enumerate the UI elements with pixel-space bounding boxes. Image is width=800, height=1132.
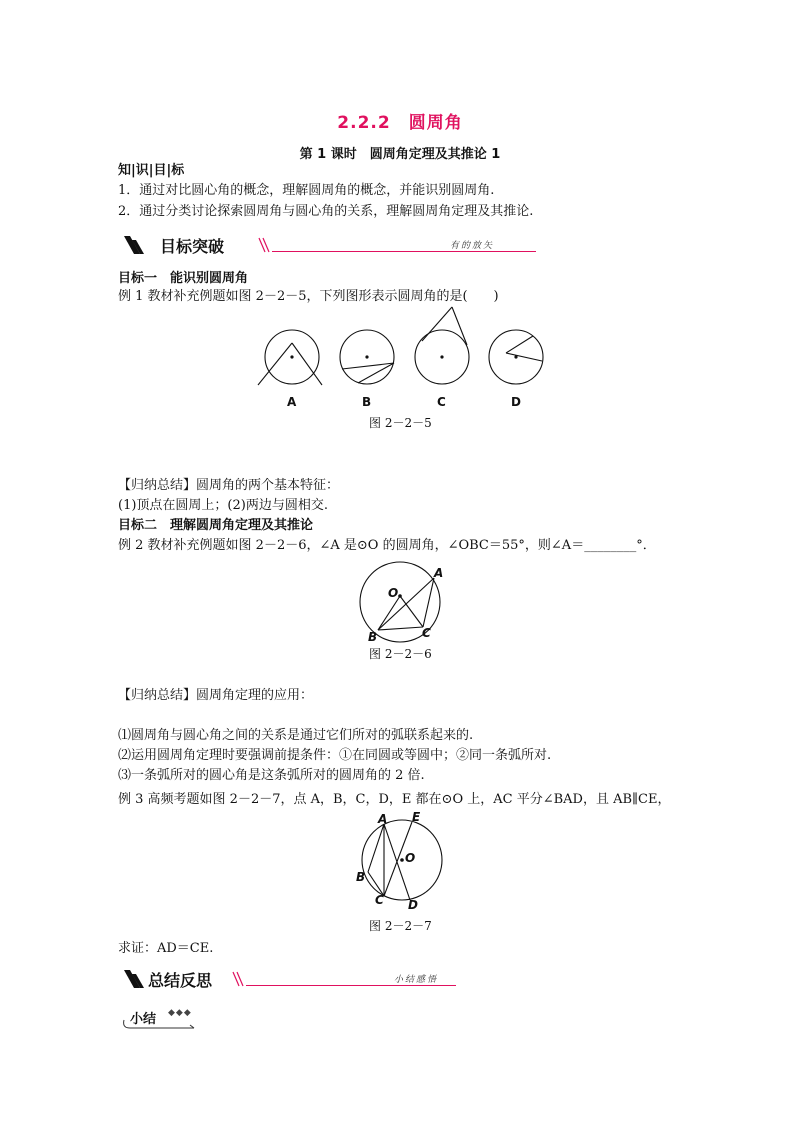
summary-2-item-3: ⑶一条弧所对的圆心角是这条弧所对的圆周角的 2 倍. bbox=[118, 768, 425, 783]
small-summary-label: 小结 bbox=[130, 1012, 157, 1027]
tag-underline-arrow bbox=[120, 1018, 200, 1032]
example-3-text: 例 3 高频考题如图 2－2－7，点 A，B，C，D，E 都在⊙O 上，AC 平分∠BAD，且 AB∥CE， bbox=[118, 792, 671, 807]
section-banner-reflection bbox=[118, 966, 468, 992]
option-d-label: D bbox=[511, 395, 521, 409]
figure-2-2-7-caption: 图 2－2－7 bbox=[369, 919, 432, 933]
example-1-text: 例 1 教材补充例题如图 2－2－5，下列图形表示圆周角的是( ) bbox=[118, 289, 499, 304]
banner-side-text: 小结感悟 bbox=[394, 975, 439, 985]
summary-2-heading: 【归纳总结】圆周角定理的应用： bbox=[118, 688, 314, 703]
option-a-diagram bbox=[258, 330, 322, 385]
objectives-heading: 知|识|目|标 bbox=[118, 163, 185, 178]
example-3-prove: 求证：AD＝CE. bbox=[118, 941, 214, 956]
figure-2-2-5 bbox=[250, 305, 560, 400]
small-summary-tag bbox=[120, 1008, 210, 1032]
figure-2-2-7-label-c: C bbox=[375, 893, 384, 907]
section-banner-breakthrough bbox=[118, 232, 538, 258]
summary-2-item-2: ⑵运用圆周角定理时要强调前提条件：①在同圆或等圆中；②同一条弧所对. bbox=[118, 748, 552, 763]
figure-2-2-6-label-a: A bbox=[434, 566, 444, 580]
banner-title: 目标突破 bbox=[160, 237, 225, 256]
banner-double-slash-icon bbox=[230, 970, 246, 988]
summary-1-heading: 【归纳总结】圆周角的两个基本特征： bbox=[118, 478, 340, 493]
figure-2-2-7 bbox=[352, 810, 452, 910]
option-d-diagram bbox=[489, 330, 543, 384]
option-b-diagram bbox=[340, 330, 394, 384]
option-c-diagram bbox=[415, 307, 469, 384]
banner-title: 总结反思 bbox=[148, 971, 213, 990]
option-a-label: A bbox=[287, 395, 297, 409]
figure-2-2-7-label-o: O bbox=[405, 851, 416, 865]
figure-2-2-6-label-c: C bbox=[422, 626, 431, 640]
figure-2-2-6-caption: 图 2－2－6 bbox=[369, 647, 432, 661]
option-b-label: B bbox=[362, 395, 372, 409]
banner-side-text: 有的放矢 bbox=[450, 241, 495, 251]
lesson-subtitle: 第 1 课时 圆周角定理及其推论 1 bbox=[299, 147, 501, 162]
figure-2-2-7-label-d: D bbox=[408, 898, 418, 912]
figure-2-2-7-label-b: B bbox=[356, 870, 366, 884]
example-2-text: 例 2 教材补充例题如图 2－2－6，∠A 是⊙O 的圆周角，∠OBC＝55°，则∠A＝________°． bbox=[118, 538, 656, 553]
objective-item-2: 2．通过分类讨论探索圆周角与圆心角的关系，理解圆周角定理及其推论. bbox=[118, 204, 534, 219]
page-title: 2.2.2 圆周角 bbox=[337, 113, 463, 133]
option-c-label: C bbox=[437, 395, 446, 409]
banner-slash-icon bbox=[118, 968, 152, 990]
banner-double-slash-icon bbox=[256, 236, 272, 254]
figure-2-2-7-label-e: E bbox=[412, 810, 421, 824]
banner-underline bbox=[246, 985, 456, 986]
figure-2-2-6-label-b: B bbox=[368, 630, 378, 644]
figure-2-2-7-label-a: A bbox=[378, 812, 388, 826]
figure-2-2-6-label-o: O bbox=[388, 586, 399, 600]
figure-2-2-5-caption: 图 2－2－5 bbox=[369, 416, 432, 430]
summary-1-content: (1)顶点在圆周上；(2)两边与圆相交. bbox=[118, 498, 328, 513]
summary-2-item-1: ⑴圆周角与圆心角之间的关系是通过它们所对的弧联系起来的. bbox=[118, 728, 474, 743]
diamond-icons: ◆◆◆ bbox=[168, 1008, 192, 1018]
goal-1-heading: 目标一 能识别圆周角 bbox=[118, 271, 249, 286]
banner-slash-icon bbox=[118, 234, 152, 256]
goal-2-heading: 目标二 理解圆周角定理及其推论 bbox=[118, 518, 314, 533]
objective-item-1: 1．通过对比圆心角的概念，理解圆周角的概念，并能识别圆周角. bbox=[118, 183, 495, 198]
banner-underline bbox=[272, 251, 536, 252]
